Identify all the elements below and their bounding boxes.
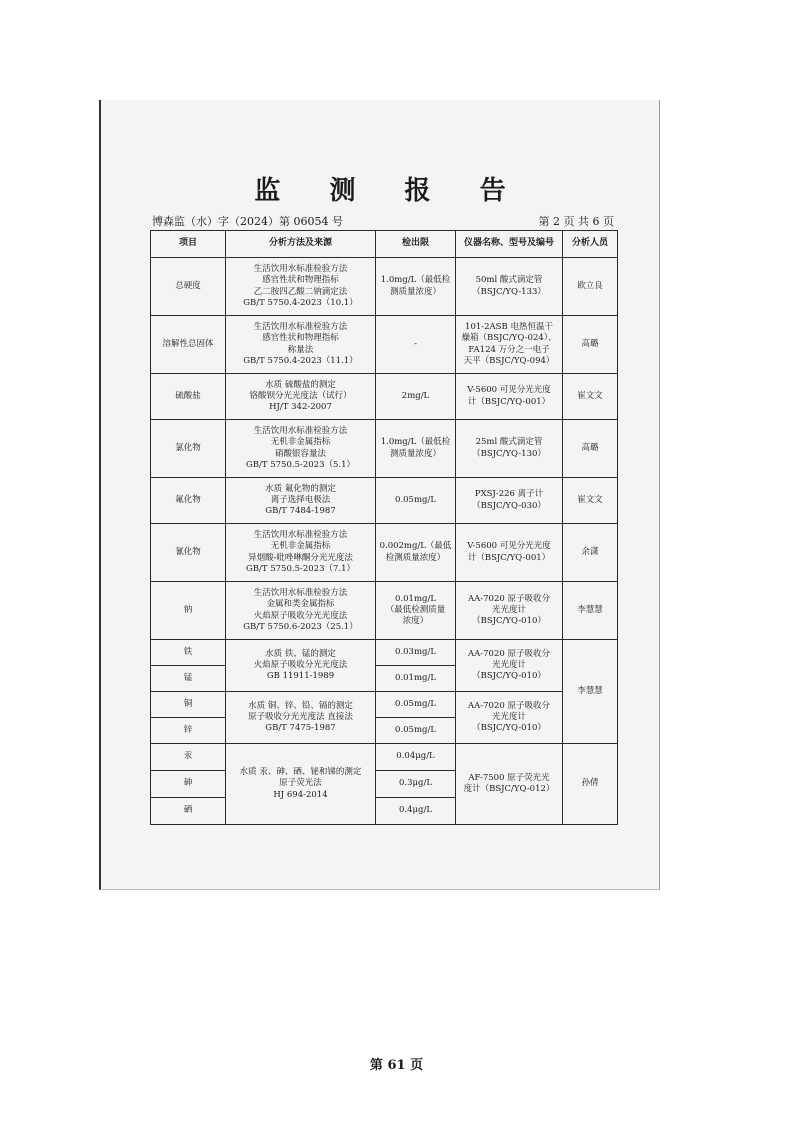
limit-cell: 1.0mg/L（最低检 测质量浓度） xyxy=(376,420,456,478)
analyst-cell: 欧立良 xyxy=(563,258,618,316)
header-method: 分析方法及来源 xyxy=(226,231,376,258)
header-limit: 检出限 xyxy=(376,231,456,258)
limit-cell: 0.3μg/L xyxy=(376,771,456,798)
method-cell: 水质 铜、锌、铅、镉的测定 原子吸收分光光度法 直接法 GB/T 7475-1987 xyxy=(226,692,376,744)
limit-cell: 0.01mg/L xyxy=(376,666,456,692)
analyst-cell: 李慧慧 xyxy=(563,640,618,744)
limit-cell: 0.05mg/L xyxy=(376,692,456,718)
analyst-cell: 崔文文 xyxy=(563,478,618,524)
item-cell: 氰化物 xyxy=(151,524,226,582)
report-title: 监 测 报 告 xyxy=(254,176,526,206)
scanned-report-page xyxy=(99,100,660,890)
analyst-cell: 崔文文 xyxy=(563,374,618,420)
limit-cell: 2mg/L xyxy=(376,374,456,420)
item-cell: 锰 xyxy=(151,666,226,692)
header-item: 项目 xyxy=(151,231,226,258)
document-page-number: 第 61 页 xyxy=(369,1058,424,1073)
table-row xyxy=(151,692,618,718)
table-row xyxy=(151,744,618,771)
limit-cell: - xyxy=(376,316,456,374)
analyst-cell: 余潇 xyxy=(563,524,618,582)
method-cell: 水质 硫酸盐的测定 铬酸钡分光光度法（试行） HJ/T 342-2007 xyxy=(226,374,376,420)
instrument-cell: 25ml 酸式滴定管 （BSJC/YQ-130） xyxy=(456,420,563,478)
item-cell: 钠 xyxy=(151,582,226,640)
method-cell: 生活饮用水标准检验方法 无机非金属指标 异烟酸-吡唑啉酮分光光度法 GB/T 5750.5-2023（7.1） xyxy=(226,524,376,582)
header-analyst: 分析人员 xyxy=(563,231,618,258)
item-cell: 总硬度 xyxy=(151,258,226,316)
item-cell: 氯化物 xyxy=(151,420,226,478)
table-row xyxy=(151,478,618,524)
analyst-cell: 孙倩 xyxy=(563,744,618,825)
item-cell: 铁 xyxy=(151,640,226,666)
analyst-cell: 李慧慧 xyxy=(563,582,618,640)
limit-cell: 0.01mg/L （最低检测质量 浓度） xyxy=(376,582,456,640)
method-cell: 生活饮用水标准检验方法 感官性状和物理指标 乙二胺四乙酸二钠滴定法 GB/T 5750.4-2023（10.1） xyxy=(226,258,376,316)
limit-cell: 1.0mg/L（最低检 测质量浓度） xyxy=(376,258,456,316)
method-cell: 生活饮用水标准检验方法 无机非金属指标 硝酸银容量法 GB/T 5750.5-2023（5.1） xyxy=(226,420,376,478)
instrument-cell: PXSJ-226 离子计 （BSJC/YQ-030） xyxy=(456,478,563,524)
instrument-cell: AF-7500 原子荧光光 度计（BSJC/YQ-012） xyxy=(456,744,563,825)
limit-cell: 0.05mg/L xyxy=(376,478,456,524)
instrument-cell: V-5600 可见分光光度 计（BSJC/YQ-001） xyxy=(456,524,563,582)
analyst-cell: 高璐 xyxy=(563,420,618,478)
item-cell: 溶解性总固体 xyxy=(151,316,226,374)
instrument-cell: 50ml 酸式滴定管 （BSJC/YQ-133） xyxy=(456,258,563,316)
instrument-cell: V-5600 可见分光光度 计（BSJC/YQ-001） xyxy=(456,374,563,420)
limit-cell: 0.05mg/L xyxy=(376,718,456,744)
table-row xyxy=(151,316,618,374)
limit-cell: 0.04μg/L xyxy=(376,744,456,771)
table-row xyxy=(151,374,618,420)
table-row xyxy=(151,524,618,582)
instrument-cell: AA-7020 原子吸收分 光光度计 （BSJC/YQ-010） xyxy=(456,640,563,692)
item-cell: 锌 xyxy=(151,718,226,744)
item-cell: 铜 xyxy=(151,692,226,718)
method-cell: 生活饮用水标准检验方法 金属和类金属指标 火焰原子吸收分光光度法 GB/T 5750.6-2023（25.1） xyxy=(226,582,376,640)
item-cell: 氟化物 xyxy=(151,478,226,524)
limit-cell: 0.002mg/L（最低 检测质量浓度） xyxy=(376,524,456,582)
table-row xyxy=(151,420,618,478)
item-cell: 硒 xyxy=(151,798,226,825)
table-row xyxy=(151,258,618,316)
instrument-cell: 101-2ASB 电热恒温干 燥箱（BSJC/YQ-024）、 FA124 万分之一电子 天平（BSJC/YQ-094） xyxy=(456,316,563,374)
table-header-row xyxy=(151,231,618,258)
report-page-count: 第 2 页 共 6 页 xyxy=(538,215,614,228)
table-row xyxy=(151,582,618,640)
instrument-cell: AA-7020 原子吸收分 光光度计 （BSJC/YQ-010） xyxy=(456,692,563,744)
item-cell: 硫酸盐 xyxy=(151,374,226,420)
item-cell: 砷 xyxy=(151,771,226,798)
item-cell: 汞 xyxy=(151,744,226,771)
limit-cell: 0.4μg/L xyxy=(376,798,456,825)
method-cell: 生活饮用水标准检验方法 感官性状和物理指标 称量法 GB/T 5750.4-2023（11.1） xyxy=(226,316,376,374)
analyst-cell: 高璐 xyxy=(563,316,618,374)
method-cell: 水质 汞、砷、硒、铋和锑的测定 原子荧光法 HJ 694-2014 xyxy=(226,744,376,825)
method-cell: 水质 铁、锰的测定 火焰原子吸收分光光度法 GB 11911-1989 xyxy=(226,640,376,692)
instrument-cell: AA-7020 原子吸收分 光光度计 （BSJC/YQ-010） xyxy=(456,582,563,640)
analysis-methods-table xyxy=(150,230,618,825)
limit-cell: 0.03mg/L xyxy=(376,640,456,666)
method-cell: 水质 氟化物的测定 离子选择电极法 GB/T 7484-1987 xyxy=(226,478,376,524)
report-number: 博森监（水）字（2024）第 06054 号 xyxy=(152,215,343,228)
header-instrument: 仪器名称、型号及编号 xyxy=(456,231,563,258)
table-row xyxy=(151,640,618,666)
